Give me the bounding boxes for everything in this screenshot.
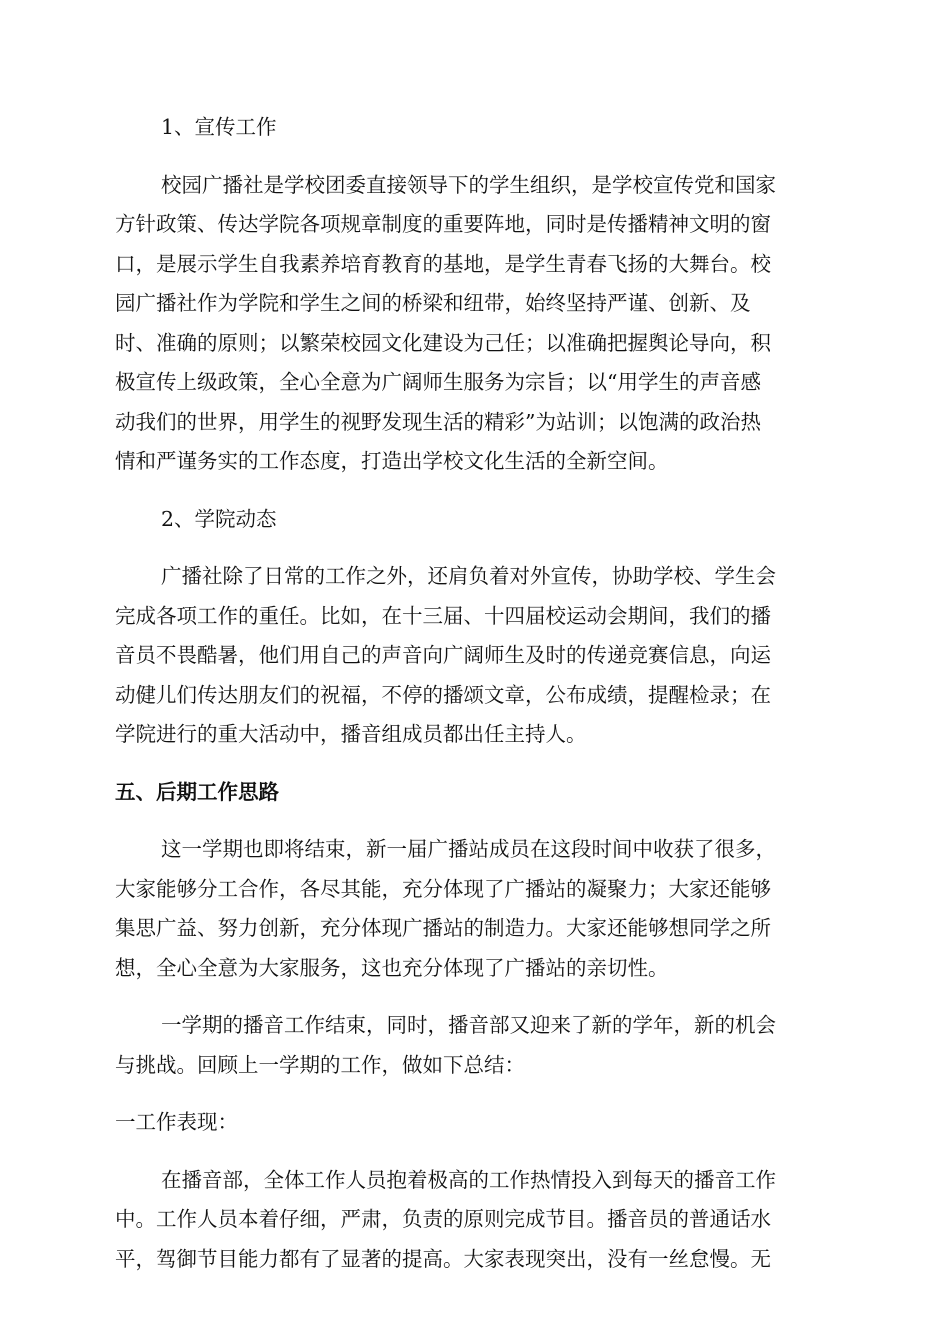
section5-paragraph-3 [115, 1161, 835, 1280]
item2-paragraph [115, 557, 835, 755]
paragraph-line: 动健儿们传达朋友们的祝福，不停的播颂文章，公布成绩，提醒检录；在 [115, 682, 771, 707]
paragraph-line: 情和严谨务实的工作态度，打造出学校文化生活的全新空间。 [115, 449, 669, 473]
paragraph-line: 中。工作人员本着仔细，严肃，负责的原则完成节目。播音员的普通话水 [115, 1207, 771, 1231]
paragraph-line: 完成各项工作的重任。比如，在十三届、十四届校运动会期间，我们的播 [115, 603, 771, 628]
paragraph-line: 口，是展示学生自我素养培育教育的基地，是学生青春飞扬的大舞台。校 [115, 251, 771, 276]
section5-paragraph-1 [115, 830, 835, 988]
paragraph-line: 与挑战。回顾上一学期的工作，做如下总结： [115, 1052, 525, 1077]
subheading-text: 一工作表现： [115, 1110, 238, 1134]
section5-paragraph-2 [115, 1006, 835, 1085]
paragraph-line: 校园广播社是学校团委直接领导下的学生组织，是学校宣传党和国家 [161, 172, 776, 197]
paragraph-line: 极宣传上级政策，全心全意为广阔师生服务为宗旨；以“用学生的声音感 [115, 370, 761, 394]
paragraph-line: 一学期的播音工作结束，同时，播音部又迎来了新的学年，新的机会 [161, 1013, 776, 1037]
item2-title [115, 500, 835, 540]
paragraph-line: 想，全心全意为大家服务，这也充分体现了广播站的亲切性。 [115, 955, 669, 980]
paragraph-line: 在播音部，全体工作人员抱着极高的工作热情投入到每天的播音工作 [161, 1167, 776, 1192]
paragraph-line: 方针政策、传达学院各项规章制度的重要阵地，同时是传播精神文明的窗 [115, 212, 771, 236]
paragraph-line: 学院进行的重大活动中，播音组成员都出任主持人。 [115, 722, 587, 746]
paragraph-line: 这一学期也即将结束，新一届广播站成员在这段时间中收获了很多， [161, 837, 776, 861]
paragraph-line: 集思广益、努力创新，充分体现广播站的制造力。大家还能够想同学之所 [115, 916, 771, 940]
section5-heading-text: 五、后期工作思路 [115, 779, 279, 804]
item1-title [115, 108, 835, 148]
paragraph-line: 大家能够分工合作，各尽其能，充分体现了广播站的凝聚力；大家还能够 [115, 876, 771, 901]
paragraph-line: 园广播社作为学院和学生之间的桥梁和纽带，始终坚持严谨、创新、及 [115, 291, 751, 315]
paragraph-line: 广播社除了日常的工作之外，还肩负着对外宣传，协助学校、学生会 [161, 564, 776, 588]
paragraph-line: 时、准确的原则；以繁荣校园文化建设为己任；以准确把握舆论导向，积 [115, 330, 771, 355]
paragraph-line: 平，驾御节目能力都有了显著的提高。大家表现突出，没有一丝怠慢。无 [115, 1246, 771, 1271]
item1-paragraph [115, 166, 835, 482]
paragraph-line: 动我们的世界，用学生的视野发现生活的精彩”为站训；以饱满的政治热 [115, 409, 761, 434]
paragraph-line: 音员不畏酷暑，他们用自己的声音向广阔师生及时的传递竞赛信息，向运 [115, 643, 771, 667]
item1-title-text: 1、宣传工作 [161, 115, 277, 139]
section5-heading [115, 773, 835, 813]
item2-title-text: 2、学院动态 [161, 506, 277, 531]
document-body [115, 108, 835, 1279]
subheading-work-performance [115, 1103, 835, 1143]
